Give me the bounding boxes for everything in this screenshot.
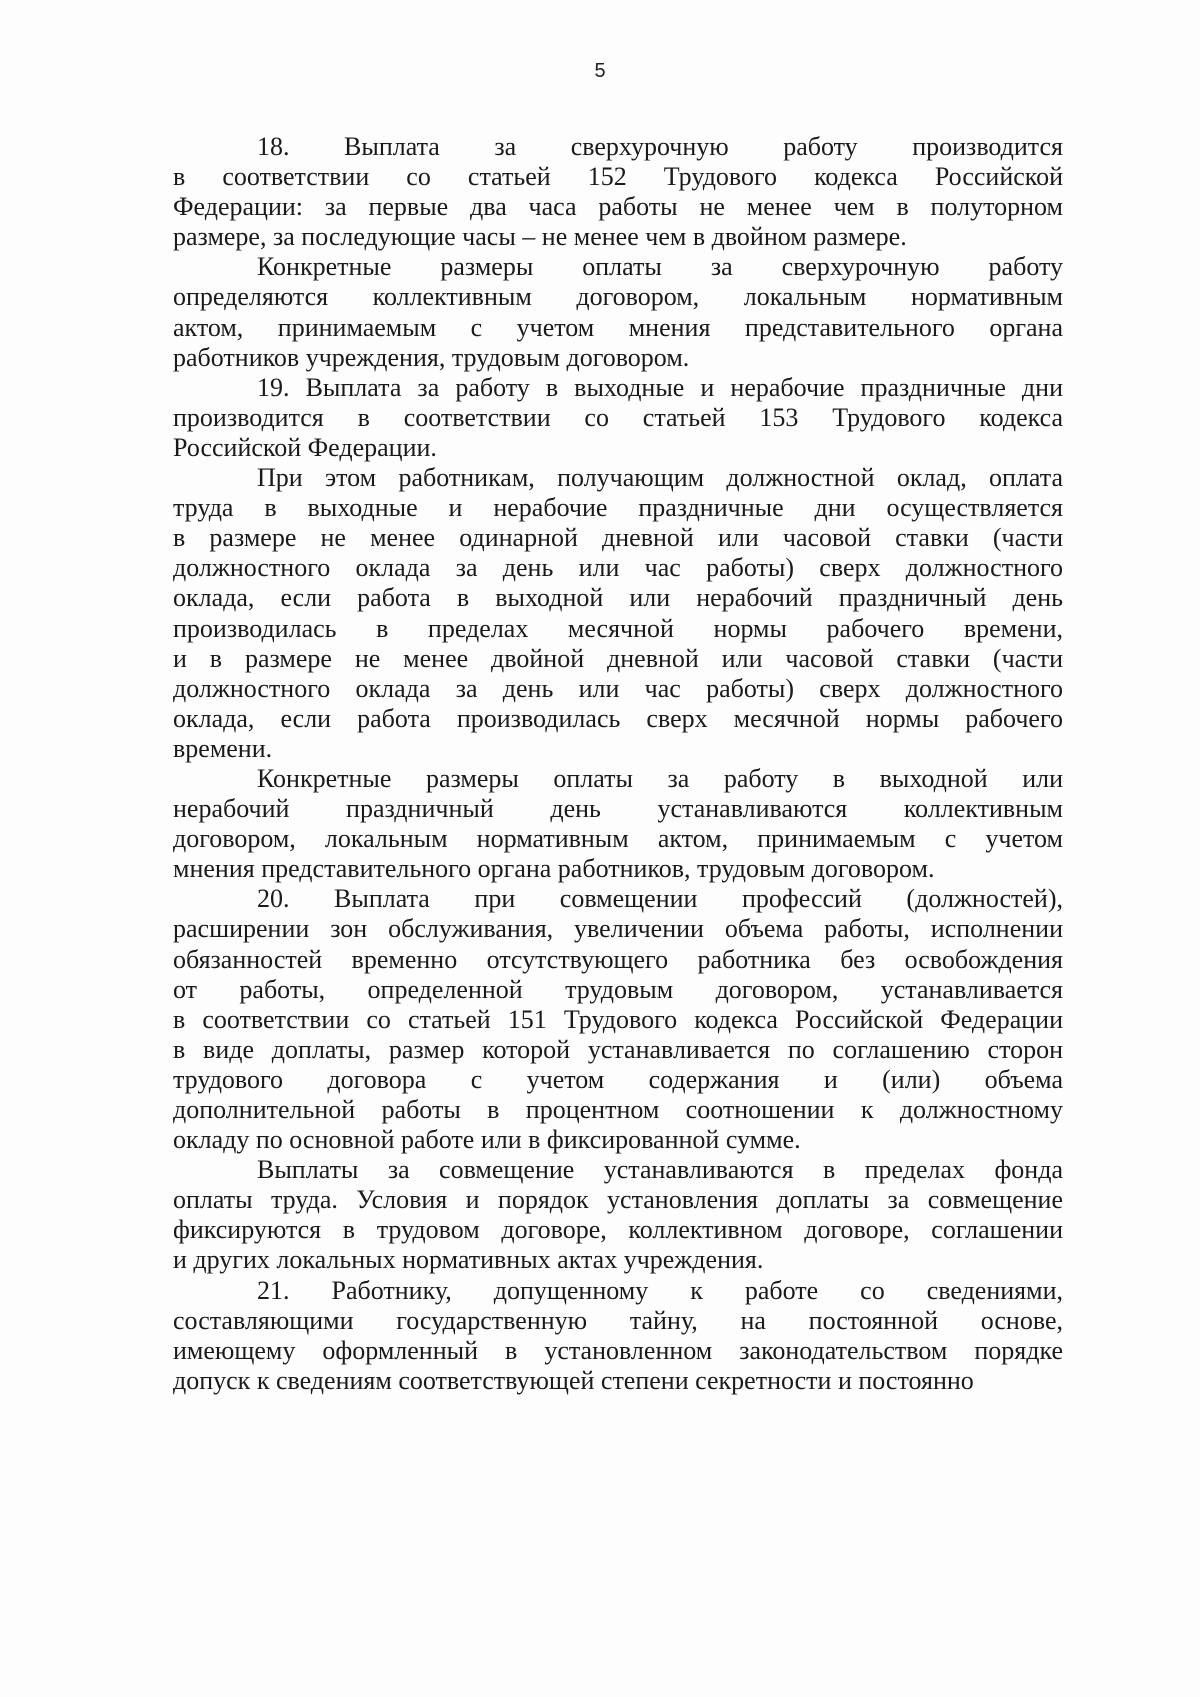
paragraph-p20 — [173, 884, 1063, 1155]
text-line: времени. — [173, 733, 273, 763]
text-line: Федерации: за первые два часа работы не менее чем в полуторном — [173, 192, 1063, 222]
text-line: должностного оклада за день или час работы) сверх должностного — [173, 553, 1063, 583]
text-line: При этом работникам, получающим должностной оклад, оплата — [257, 463, 1063, 493]
text-line: окладу по основной работе или в фиксированной сумме. — [173, 1125, 801, 1155]
text-line: имеющему оформленный в установленном законодательством порядке — [173, 1335, 1063, 1365]
text-line: от работы, определенной трудовым договором, устанавливается — [173, 974, 1063, 1004]
text-line: мнения представительного органа работников, трудовым договором. — [173, 854, 935, 884]
text-line: в соответствии со статьей 151 Трудового кодекса Российской Федерации — [173, 1004, 1063, 1034]
text-line: труда в выходные и нерабочие праздничные дни осуществляется — [173, 493, 1063, 523]
text-line: 19. Выплата за работу в выходные и нерабочие праздничные дни — [257, 372, 1063, 402]
text-line: расширении зон обслуживания, увеличении объема работы, исполнении — [173, 914, 1063, 944]
text-line: Выплаты за совмещение устанавливаются в пределах фонда — [257, 1155, 1063, 1185]
text-line: 18. Выплата за сверхурочную работу производится — [257, 132, 1063, 161]
text-line: актом, принимаемым с учетом мнения представительного органа — [173, 312, 1063, 342]
text-line: в виде доплаты, размер которой устанавливается по соглашению сторон — [173, 1034, 1063, 1064]
text-line: Конкретные размеры оплаты за сверхурочную работу — [257, 252, 1063, 282]
paragraph-p20b — [173, 1155, 1063, 1275]
paragraph-p19 — [173, 373, 1063, 463]
text-line: фиксируются в трудовом договоре, коллективном договоре, соглашении — [173, 1215, 1063, 1245]
text-line: составляющими государственную тайну, на постоянной основе, — [173, 1305, 1063, 1335]
text-line: и в размере не менее двойной дневной или часовой ставки (части — [173, 643, 1063, 673]
paragraph-p18 — [173, 132, 1063, 252]
text-line: договором, локальным нормативным актом, принимаемым с учетом — [173, 824, 1063, 854]
text-line: и других локальных нормативных актах учреждения. — [173, 1245, 764, 1275]
text-line: производилась в пределах месячной нормы рабочего времени, — [173, 613, 1063, 643]
paragraph-p21 — [173, 1276, 1063, 1396]
text-line: работников учреждения, трудовым договором. — [173, 342, 690, 372]
text-line: 20. Выплата при совмещении профессий (должностей), — [257, 884, 1063, 914]
page-number: 5 — [594, 60, 606, 82]
text-line: нерабочий праздничный день устанавливаются коллективным — [173, 794, 1063, 824]
text-line: определяются коллективным договором, локальным нормативным — [173, 282, 1063, 312]
text-line: оклада, если работа в выходной или нерабочий праздничный день — [173, 583, 1063, 613]
text-line: должностного оклада за день или час работы) сверх должностного — [173, 673, 1063, 703]
paragraph-p19c — [173, 764, 1063, 884]
text-line: Конкретные размеры оплаты за работу в выходной или — [257, 763, 1063, 793]
text-line: в размере не менее одинарной дневной или часовой ставки (части — [173, 523, 1063, 553]
text-line: оклада, если работа производилась сверх месячной нормы рабочего — [173, 703, 1063, 733]
text-line: Российской Федерации. — [173, 432, 437, 462]
text-line: 21. Работнику, допущенному к работе со сведениями, — [257, 1275, 1063, 1305]
text-line: обязанностей временно отсутствующего работника без освобождения — [173, 944, 1063, 974]
text-line: в соответствии со статьей 152 Трудового кодекса Российской — [173, 162, 1063, 192]
text-line: дополнительной работы в процентном соотношении к должностному — [173, 1095, 1063, 1124]
paragraph-p19b — [173, 463, 1063, 764]
document-body — [173, 132, 1063, 1396]
text-line: трудового договора с учетом содержания и (или) объема — [173, 1064, 1063, 1094]
text-line: оплаты труда. Условия и порядок установления доплаты за совмещение — [173, 1185, 1063, 1215]
text-line: размере, за последующие часы – не менее чем в двойном размере. — [173, 222, 907, 252]
text-line: допуск к сведениям соответствующей степени секретности и постоянно — [173, 1365, 974, 1395]
paragraph-p18b — [173, 252, 1063, 372]
text-line: производится в соответствии со статьей 153 Трудового кодекса — [173, 402, 1063, 432]
